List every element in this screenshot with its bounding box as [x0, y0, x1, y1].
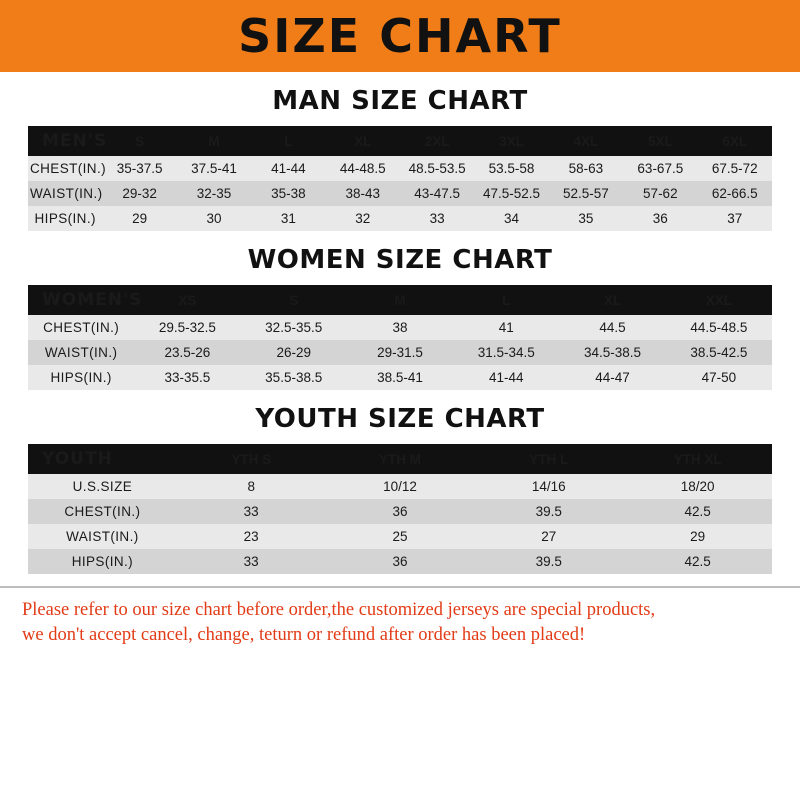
men-column-header: S	[102, 126, 176, 156]
cell: 27	[541, 529, 557, 544]
men-column-header: 3XL	[474, 126, 548, 156]
youth-size-table	[28, 444, 772, 574]
cell: 23.5-26	[164, 345, 211, 360]
cell: 47-50	[701, 370, 737, 385]
cell: 26-29	[276, 345, 311, 360]
cell: 33	[243, 504, 259, 519]
page-title: SIZE CHART	[238, 9, 562, 63]
cell: 29-31.5	[377, 345, 423, 360]
men-size-table	[28, 126, 772, 231]
row-label: WAIST(IN.)	[44, 345, 118, 360]
table-row	[28, 315, 772, 340]
cell: 42.5	[684, 504, 711, 519]
men-column-header: 2XL	[400, 126, 474, 156]
table-row	[28, 549, 772, 574]
cell: 18/20	[680, 479, 715, 494]
cell: 34.5-38.5	[584, 345, 642, 360]
men-section-title: MAN SIZE CHART	[272, 86, 528, 116]
table-row	[28, 181, 772, 206]
youth-size-section	[0, 404, 800, 574]
men-column-header: 6XL	[698, 126, 772, 156]
cell: 8	[247, 479, 255, 494]
cell: 53.5-58	[488, 161, 535, 176]
cell: 35-38	[271, 186, 306, 201]
cell: 37.5-41	[191, 161, 237, 176]
women-column-header: M	[347, 285, 453, 315]
youth-table-header	[28, 444, 772, 474]
cell: 67.5-72	[711, 161, 758, 176]
cell: 32.5-35.5	[265, 320, 323, 335]
men-column-header: 5XL	[623, 126, 697, 156]
cell: 39.5	[535, 504, 562, 519]
cell: 14/16	[531, 479, 566, 494]
cell: 38.5-42.5	[690, 345, 748, 360]
women-section-title: WOMEN SIZE CHART	[247, 245, 553, 275]
cell: 36	[392, 504, 408, 519]
cell: 44.5	[599, 320, 626, 335]
row-label: WAIST(IN.)	[30, 186, 103, 201]
cell: 41-44	[489, 370, 524, 385]
table-header-row	[28, 285, 772, 315]
cell: 33	[429, 211, 445, 226]
cell: 31	[280, 211, 296, 226]
row-label: HIPS(IN.)	[34, 211, 96, 226]
men-column-header: L	[251, 126, 325, 156]
youth-column-header: YTH XL	[623, 444, 772, 474]
table-row	[28, 156, 772, 181]
cell: 30	[206, 211, 222, 226]
cell: 38.5-41	[377, 370, 423, 385]
youth-column-header: YTH L	[474, 444, 623, 474]
youth-column-header: YTH M	[326, 444, 475, 474]
footer-notice	[0, 586, 800, 648]
footer-line-2: we don't accept cancel, change, teturn or refund after order has been placed!	[22, 624, 586, 645]
cell: 52.5-57	[563, 186, 609, 201]
row-label: WAIST(IN.)	[66, 529, 139, 544]
cell: 63-67.5	[637, 161, 684, 176]
row-label: HIPS(IN.)	[50, 370, 112, 385]
women-column-header: S	[241, 285, 347, 315]
youth-section-title: YOUTH SIZE CHART	[255, 404, 545, 434]
women-column-header: XL	[559, 285, 665, 315]
youth-table-body	[28, 474, 772, 574]
cell: 38	[392, 320, 408, 335]
table-row	[28, 206, 772, 231]
women-size-section	[0, 245, 800, 390]
table-row	[28, 340, 772, 365]
women-column-header: XS	[134, 285, 240, 315]
cell: 43-47.5	[414, 186, 461, 201]
cell: 58-63	[568, 161, 604, 176]
men-column-header: XL	[326, 126, 400, 156]
youth-column-header: YTH S	[177, 444, 326, 474]
men-table-header	[28, 126, 772, 156]
cell: 25	[392, 529, 408, 544]
women-table-body	[28, 315, 772, 390]
cell: 37	[727, 211, 743, 226]
women-table-header	[28, 285, 772, 315]
cell: 35-37.5	[116, 161, 163, 176]
row-label: U.S.SIZE	[72, 479, 133, 494]
table-header-row	[28, 444, 772, 474]
cell: 35	[578, 211, 594, 226]
cell: 33-35.5	[164, 370, 211, 385]
cell: 32	[355, 211, 371, 226]
cell: 57-62	[643, 186, 678, 201]
table-row	[28, 474, 772, 499]
cell: 35.5-38.5	[265, 370, 323, 385]
table-row	[28, 524, 772, 549]
table-row	[28, 499, 772, 524]
cell: 29	[132, 211, 148, 226]
row-label: CHEST(IN.)	[64, 504, 141, 519]
table-header-row	[28, 126, 772, 156]
header-banner	[0, 0, 800, 72]
cell: 29	[690, 529, 706, 544]
cell: 44-48.5	[339, 161, 386, 176]
cell: 44.5-48.5	[690, 320, 748, 335]
cell: 41	[498, 320, 514, 335]
footer-line-1: Please refer to our size chart before order,the customized jerseys are special products,	[22, 600, 656, 620]
cell: 62-66.5	[711, 186, 758, 201]
cell: 31.5-34.5	[477, 345, 535, 360]
cell: 32-35	[196, 186, 232, 201]
cell: 29.5-32.5	[158, 320, 216, 335]
cell: 42.5	[684, 554, 711, 569]
women-row-label-header: WOMEN'S	[28, 285, 134, 315]
row-label: CHEST(IN.)	[43, 320, 120, 335]
cell: 47.5-52.5	[483, 186, 541, 201]
cell: 34	[504, 211, 520, 226]
women-column-header: XXL	[666, 285, 772, 315]
men-row-label-header: MEN'S	[28, 126, 102, 156]
row-label: HIPS(IN.)	[71, 554, 134, 569]
cell: 23	[243, 529, 259, 544]
cell: 33	[243, 554, 259, 569]
youth-row-label-header: YOUTH	[28, 444, 177, 474]
men-table-body	[28, 156, 772, 231]
men-column-header: 4XL	[549, 126, 623, 156]
cell: 36	[652, 211, 668, 226]
cell: 29-32	[122, 186, 157, 201]
cell: 44-47	[595, 370, 630, 385]
row-label: CHEST(IN.)	[30, 161, 106, 176]
men-column-header: M	[177, 126, 251, 156]
cell: 48.5-53.5	[408, 161, 466, 176]
women-size-table	[28, 285, 772, 390]
cell: 36	[392, 554, 408, 569]
table-row	[28, 365, 772, 390]
cell: 10/12	[383, 479, 417, 494]
men-size-section	[0, 86, 800, 231]
cell: 38-43	[345, 186, 381, 201]
women-column-header: L	[453, 285, 559, 315]
cell: 41-44	[271, 161, 306, 176]
cell: 39.5	[535, 554, 562, 569]
